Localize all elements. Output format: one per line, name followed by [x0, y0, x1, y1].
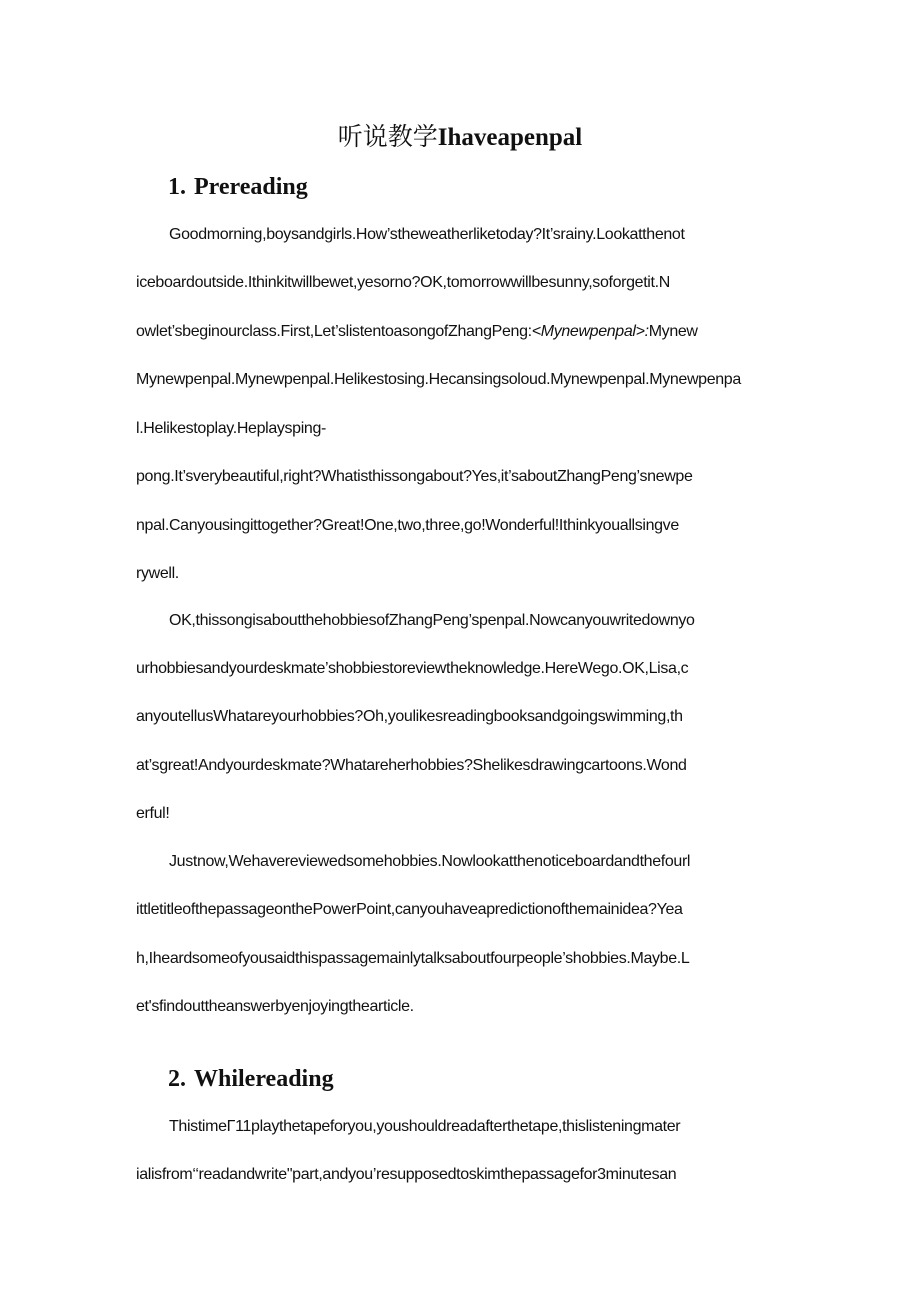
text-line: [136, 321, 698, 343]
text-line: Mynewpenpal.Mynewpenpal.Helikestosing.Hecansingsoloud.Mynewpenpal.Mynewpenpa: [136, 371, 741, 388]
title-chinese: 听说教学: [337, 122, 438, 151]
song-title: <Mynewpenpal>:: [531, 323, 649, 340]
section-title: Whilereading: [194, 1066, 334, 1092]
text-line: npal.Canyousingittogether?Great!One,two,three,go!Wonderful!Ithinkyouallsingve: [136, 517, 679, 534]
text-run: owlet’sbeginourclass.First,Let’slistentoasongofZhangPeng:: [136, 323, 532, 340]
text-line: iceboardoutside.Ithinkitwillbewet,yesorno?OK,tomorrowwillbesunny,soforgetit.N: [136, 274, 670, 291]
text-line: pong.It’sverybeautiful,right?Whatisthissongabout?Yes,it’saboutZhangPeng’snewpe: [136, 468, 693, 485]
document-title: [0, 121, 920, 154]
text-line: anyoutellusWhatareyourhobbies?Oh,youlikesreadingbooksandgoingswimming,th: [136, 708, 683, 725]
text-run: Mynew: [648, 323, 698, 340]
section-heading-prereading: [168, 172, 308, 202]
text-line: Goodmorning,boysandgirls.How’stheweatherliketoday?It’srainy.Lookatthenot: [169, 226, 685, 243]
text-line: OK,thissongisaboutthehobbiesofZhangPeng’spenpal.Nowcanyouwritedownyo: [169, 612, 695, 629]
section-title: Prereading: [194, 174, 308, 200]
text-line: Justnow,Wehavereviewedsomehobbies.Nowlookatthenoticeboardandthefourl: [169, 853, 691, 870]
text-line: erful!: [136, 805, 170, 822]
section-heading-whilereading: [168, 1064, 334, 1094]
text-line: et'sfindouttheanswerbyenjoyingthearticle.: [136, 998, 414, 1015]
text-line: at’sgreat!Andyourdeskmate?Whatareherhobbies?Shelikesdrawingcartoons.Wond: [136, 757, 687, 774]
text-line: rywell.: [136, 565, 179, 582]
text-line: ittletitleofthepassageonthePowerPoint,canyouhaveapredictionofthemainidea?Yea: [136, 901, 683, 918]
text-line: urhobbiesandyourdeskmate’shobbiestoreviewtheknowledge.HereWego.OK,Lisa,c: [136, 660, 689, 677]
text-line: l.Helikestoplay.Heplaysping-: [136, 420, 326, 437]
text-line: ThistimeΓ11playthetapeforyou,youshouldreadafterthetape,thislisteningmater: [169, 1118, 681, 1135]
section-number: 2.: [168, 1066, 186, 1092]
text-line: ialisfrom‘‘readandwrite"part,andyou’resupposedtoskimthepassagefor3minutesan: [136, 1166, 677, 1183]
section-number: 1.: [168, 174, 186, 200]
title-english: Ihaveapenpal: [437, 124, 583, 151]
text-line: h,Iheardsomeofyousaidthispassagemainlytalksaboutfourpeople’shobbies.Maybe.L: [136, 950, 690, 967]
